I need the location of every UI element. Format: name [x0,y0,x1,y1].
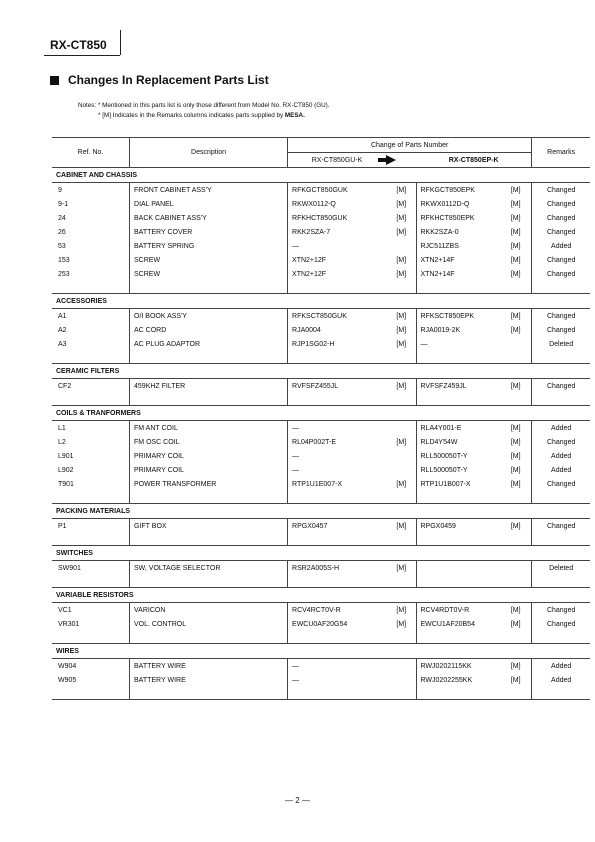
description: GIFT BOX [130,519,288,534]
blank-cell [387,351,416,364]
old-part-number: — [288,449,388,463]
old-part-mark: [M] [396,606,407,614]
section-header-row [52,644,590,659]
blank-cell [130,351,288,364]
blank-cell [288,687,388,700]
blank-cell [52,533,130,546]
new-part-number: RJC511ZBS [416,239,500,253]
old-part-mark: [M] [396,620,407,628]
description: O/I BOOK ASS'Y [130,309,288,324]
new-part-number: RLD4Y54W [416,435,500,449]
description: VARICON [130,603,288,618]
table-row [52,197,590,211]
blank-cell [416,393,500,406]
old-part-number: — [288,421,388,436]
note-1: Notes: * Mentioned in this parts list is only those different from Model No. RX-CT850 (GU). [78,102,330,109]
new-part-number: RVFSFZ459JL [416,379,500,394]
section-header-row [52,588,590,603]
description: BATTERY WIRE [130,673,288,687]
table-row [52,603,590,618]
old-part-mark: [M] [396,522,407,530]
remarks: Changed [532,309,590,324]
description: DIAL PANEL [130,197,288,211]
new-part-mark: [M] [510,214,521,222]
old-part-mark: [M] [396,228,407,236]
new-part-number: RJA0019-2K [416,323,500,337]
old-part-mark: [M] [396,200,407,208]
table-row [52,435,590,449]
model-rule-vertical [120,30,121,55]
old-part-number: — [288,673,388,687]
old-part-mark: [M] [396,214,407,222]
blank-cell [532,491,590,504]
remarks: Changed [532,323,590,337]
table-row [52,253,590,267]
ref-number: 253 [58,270,70,278]
remarks: Deleted [532,561,590,576]
remarks: Changed [532,253,590,267]
ref-number: 9 [58,186,62,194]
remarks: Deleted [532,337,590,351]
remarks: Added [532,239,590,253]
blank-row [52,575,590,588]
table-row [52,561,590,576]
old-part-number: XTN2+12F [288,253,388,267]
blank-cell [532,351,590,364]
blank-cell [288,631,388,644]
description: FM ANT COIL [130,421,288,436]
new-part-number [416,561,500,576]
old-part-number: RTP1U1E007-X [288,477,388,491]
table-row [52,617,590,631]
ref-number: L1 [58,424,66,432]
new-part-mark: [M] [510,382,521,390]
ref-number: 9-1 [58,200,69,208]
section-title: WIRES [56,647,79,655]
remarks: Added [532,449,590,463]
new-part-number: RCV4RDT0V-R [416,603,500,618]
new-part-number: EWCU1AF20B54 [416,617,500,631]
blank-cell [52,687,130,700]
blank-cell [500,281,532,294]
blank-cell [387,533,416,546]
blank-cell [288,393,388,406]
blank-cell [416,533,500,546]
old-part-number: RJP1SG02-H [288,337,388,351]
blank-cell [500,351,532,364]
description: VOL. CONTROL [130,617,288,631]
blank-cell [416,281,500,294]
remarks: Changed [532,477,590,491]
remarks: Changed [532,211,590,225]
new-part-mark: [M] [510,326,521,334]
old-part-mark: [M] [396,270,407,278]
remarks: Changed [532,435,590,449]
table-row [52,323,590,337]
table-row [52,309,590,324]
blank-cell [387,631,416,644]
old-part-number: RFKGCT850GUK [288,183,388,198]
square-bullet-icon [50,76,59,85]
blank-cell [416,491,500,504]
blank-cell [130,491,288,504]
blank-cell [130,281,288,294]
description: AC CORD [130,323,288,337]
parts-table-body [52,138,590,700]
blank-cell [130,631,288,644]
ref-number: 153 [58,256,70,264]
new-part-number: XTN2+14F [416,253,500,267]
remarks: Changed [532,379,590,394]
old-part-number: RCV4RCT0V-R [288,603,388,618]
blank-row [52,491,590,504]
new-part-number: RFKGCT850EPK [416,183,500,198]
blank-cell [52,575,130,588]
blank-cell [52,281,130,294]
old-part-number: — [288,659,388,674]
new-part-number: RKK2SZA-0 [416,225,500,239]
ref-number: 53 [58,242,66,250]
new-part-mark: [M] [510,620,521,628]
new-part-mark: [M] [510,424,521,432]
section-header-row [52,168,590,183]
ref-number: 24 [58,214,66,222]
blank-cell [532,631,590,644]
blank-cell [52,491,130,504]
remarks: Changed [532,197,590,211]
blank-cell [500,575,532,588]
old-part-number: RPGX0457 [288,519,388,534]
old-part-mark: [M] [396,480,407,488]
new-part-mark: [M] [510,480,521,488]
section-title: CERAMIC FILTERS [56,367,120,375]
ref-number: A1 [58,312,67,320]
remarks: Added [532,421,590,436]
blank-cell [416,631,500,644]
blank-cell [387,687,416,700]
ref-number: W904 [58,662,77,670]
old-part-number: RKWX0112-Q [288,197,388,211]
blank-cell [500,631,532,644]
new-part-number: RTP1U1B007-X [416,477,500,491]
blank-row [52,351,590,364]
blank-cell [52,351,130,364]
new-part-number: XTN2+14F [416,267,500,281]
old-part-mark [387,659,416,674]
ref-number: L2 [58,438,66,446]
blank-cell [52,631,130,644]
table-row [52,267,590,281]
remarks: Added [532,673,590,687]
old-part-mark: [M] [396,340,407,348]
header-new-model-text: RX-CT850EP-K [448,156,499,164]
old-part-number: RSR2A005S-H [288,561,388,576]
new-part-mark: [M] [510,522,521,530]
section-header-row [52,546,590,561]
description: FRONT CABINET ASS'Y [130,183,288,198]
ref-number: L901 [58,452,74,460]
new-part-mark: [M] [510,438,521,446]
blank-cell [416,351,500,364]
note-2-bold: MESA. [284,112,305,119]
remarks: Changed [532,225,590,239]
header-change: Change of Parts Number [288,138,532,153]
description: PRIMARY COIL [130,449,288,463]
blank-cell [288,575,388,588]
ref-number: SW901 [58,564,81,572]
blank-cell [130,575,288,588]
new-part-mark [500,337,532,351]
blank-cell [52,393,130,406]
old-part-number: XTN2+12F [288,267,388,281]
section-title: VARIABLE RESISTORS [56,591,134,599]
old-part-mark: [M] [396,186,407,194]
blank-cell [500,491,532,504]
remarks: Changed [532,183,590,198]
page-title [50,73,269,87]
note-2 [98,112,305,119]
old-part-number: RL04P002T-E [288,435,388,449]
blank-cell [288,351,388,364]
blank-cell [532,687,590,700]
remarks: Added [532,463,590,477]
page-title-text: Changes In Replacement Parts List [68,73,269,87]
new-part-mark: [M] [510,256,521,264]
description: BACK CABINET ASS'Y [130,211,288,225]
table-row [52,337,590,351]
table-row [52,211,590,225]
blank-cell [532,533,590,546]
new-part-mark: [M] [510,606,521,614]
blank-cell [288,491,388,504]
new-part-number: — [416,337,500,351]
new-part-number: RWJ0202255KK [416,673,500,687]
old-part-mark: [M] [396,564,407,572]
old-part-number: — [288,239,388,253]
old-part-number: RKK2SZA-7 [288,225,388,239]
blank-cell [387,491,416,504]
table-row [52,659,590,674]
new-part-mark: [M] [510,662,521,670]
ref-number: VC1 [58,606,72,614]
blank-row [52,393,590,406]
description: SCREW [130,267,288,281]
header-ref: Ref. No. [52,138,130,168]
new-part-number: RLL500050T-Y [416,463,500,477]
table-row [52,239,590,253]
old-part-number: RFKHCT850GUK [288,211,388,225]
old-part-mark [387,239,416,253]
new-part-number: RWJ0202115KK [416,659,500,674]
old-part-mark: [M] [396,256,407,264]
ref-number: P1 [58,522,67,530]
old-part-mark [387,463,416,477]
blank-cell [500,393,532,406]
new-part-number: RLL500050T-Y [416,449,500,463]
section-title: COILS & TRANFORMERS [56,409,141,417]
ref-number: L902 [58,466,74,474]
section-header-row [52,504,590,519]
old-part-mark: [M] [396,312,407,320]
blank-cell [130,533,288,546]
table-row [52,673,590,687]
old-part-mark [387,673,416,687]
section-header-row [52,294,590,309]
blank-cell [387,575,416,588]
ref-number: A2 [58,326,67,334]
table-row [52,225,590,239]
blank-cell [532,281,590,294]
blank-cell [532,393,590,406]
note-2-text: * [M] Indicates in the Remarks columns indicates parts supplied by [98,112,285,119]
header-remarks: Remarks [532,138,590,168]
old-part-mark: [M] [396,382,407,390]
ref-number: A3 [58,340,67,348]
section-title: CABINET AND CHASSIS [56,171,138,179]
new-part-mark: [M] [510,452,521,460]
new-part-mark: [M] [510,270,521,278]
blank-cell [500,533,532,546]
header-row-1 [52,138,590,153]
remarks: Changed [532,617,590,631]
header-old-model-text: RX-CT850GU-K [311,156,363,164]
blank-cell [532,575,590,588]
remarks: Changed [532,519,590,534]
blank-row [52,533,590,546]
description: AC PLUG ADAPTOR [130,337,288,351]
table-row [52,449,590,463]
new-part-number: RKWX0112D-Q [416,197,500,211]
remarks: Added [532,659,590,674]
new-part-mark: [M] [510,200,521,208]
blank-cell [387,393,416,406]
new-part-mark: [M] [510,312,521,320]
table-row [52,421,590,436]
blank-row [52,687,590,700]
old-part-mark [387,449,416,463]
section-header-row [52,364,590,379]
blank-cell [130,687,288,700]
blank-cell [416,687,500,700]
old-part-mark [387,421,416,436]
new-part-number: RPGX0459 [416,519,500,534]
new-part-mark: [M] [510,186,521,194]
table-row [52,519,590,534]
new-part-mark: [M] [510,676,521,684]
description: BATTERY WIRE [130,659,288,674]
arrow-right-icon [386,155,396,165]
blank-cell [130,393,288,406]
remarks: Changed [532,603,590,618]
old-part-number: EWCU0AF20G54 [288,617,388,631]
description: BATTERY SPRING [130,239,288,253]
description: PRIMARY COIL [130,463,288,477]
new-part-mark: [M] [510,228,521,236]
ref-number: T901 [58,480,74,488]
blank-cell [500,687,532,700]
model-rule [44,55,120,56]
section-title: PACKING MATERIALS [56,507,131,515]
blank-cell [387,281,416,294]
ref-number: 26 [58,228,66,236]
description: FM OSC COIL [130,435,288,449]
description: 459KHZ FILTER [130,379,288,394]
section-title: ACCESSORIES [56,297,107,305]
blank-cell [288,281,388,294]
blank-row [52,281,590,294]
old-part-number: — [288,463,388,477]
old-part-mark: [M] [396,326,407,334]
description: BATTERY COVER [130,225,288,239]
header-old-model [288,153,416,168]
table-row [52,183,590,198]
blank-row [52,631,590,644]
table-row [52,477,590,491]
parts-table [52,137,590,700]
old-part-mark: [M] [396,438,407,446]
description: SCREW [130,253,288,267]
ref-number: VR301 [58,620,80,628]
new-part-mark [500,561,532,576]
table-row [52,463,590,477]
header-new-model [416,153,532,168]
new-part-mark: [M] [510,466,521,474]
header-description: Description [130,138,288,168]
blank-cell [416,575,500,588]
ref-number: CF2 [58,382,72,390]
remarks: Changed [532,267,590,281]
description: POWER TRANSFORMER [130,477,288,491]
new-part-mark: [M] [510,242,521,250]
page-number: — 2 — [285,796,310,805]
section-title: SWITCHES [56,549,93,557]
new-part-number: RLA4Y001-E [416,421,500,436]
section-header-row [52,406,590,421]
old-part-number: RVFSFZ455JL [288,379,388,394]
old-part-number: RJA0004 [288,323,388,337]
old-part-number: RFKSCT850GUK [288,309,388,324]
ref-number: W905 [58,676,77,684]
new-part-number: RFKHCT850EPK [416,211,500,225]
new-part-number: RFKSCT850EPK [416,309,500,324]
model-number: RX-CT850 [50,38,107,52]
description: SW, VOLTAGE SELECTOR [130,561,288,576]
table-row [52,379,590,394]
blank-cell [288,533,388,546]
